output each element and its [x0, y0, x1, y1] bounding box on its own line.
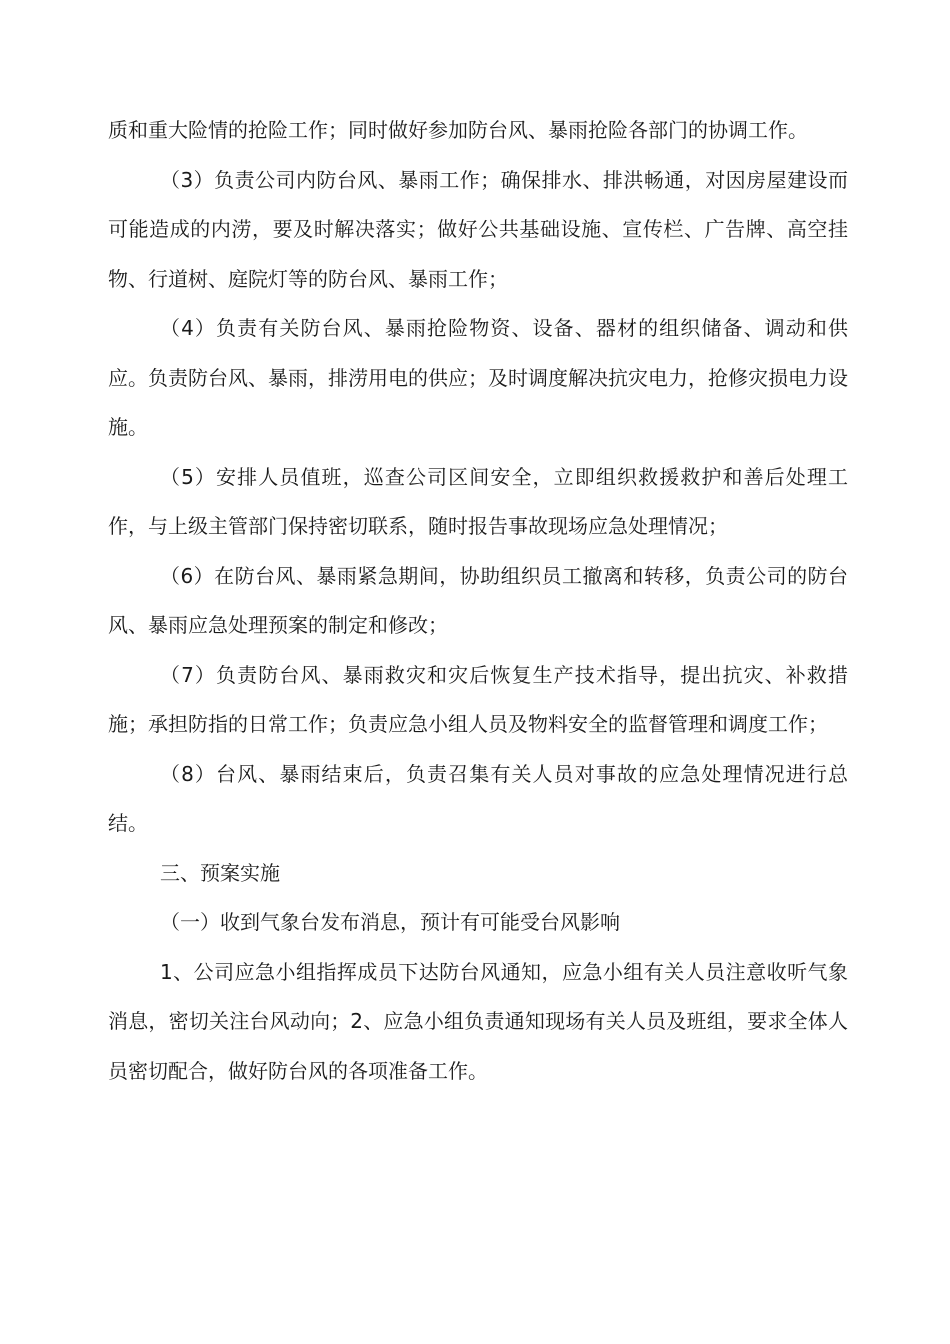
section-heading-3: 三、预案实施 — [160, 860, 280, 885]
paragraph-step-1-2: 1、公司应急小组指挥成员下达防台风通知，应急小组有关人员注意收听气象消息，密切关注台风动向；2、应急小组负责通知现场有关人员及班组，要求全体人员密切配合，做好防台风的各项准备工作。 — [108, 959, 848, 1083]
paragraph-item-3: （3）负责公司内防台风、暴雨工作；确保排水、排洪畅通，对因房屋建设而可能造成的内涝，要及时解决落实；做好公共基础设施、宣传栏、广告牌、高空挂物、行道树、庭院灯等的防台风、暴雨工作； — [108, 167, 848, 291]
document-body — [108, 106, 848, 1096]
paragraph-item-4: （4）负责有关防台风、暴雨抢险物资、设备、器材的组织储备、调动和供应。负责防台风、暴雨，排涝用电的供应；及时调度解决抗灾电力，抢修灾损电力设施。 — [108, 316, 848, 439]
paragraph-item-5: （5）安排人员值班，巡查公司区间安全，立即组织救援救护和善后处理工作，与上级主管部门保持密切联系，随时报告事故现场应急处理情况； — [108, 464, 848, 538]
paragraph-item-7: （7）负责防台风、暴雨救灾和灾后恢复生产技术指导，提出抗灾、补救措施；承担防指的日常工作；负责应急小组人员及物料安全的监督管理和调度工作； — [108, 662, 848, 736]
paragraph-item-8: （8）台风、暴雨结束后，负责召集有关人员对事故的应急处理情况进行总结。 — [108, 761, 848, 835]
paragraph-continued: 质和重大险情的抢险工作；同时做好参加防台风、暴雨抢险各部门的协调工作。 — [108, 118, 808, 142]
subsection-heading-1: （一）收到气象台发布消息，预计有可能受台风影响 — [160, 910, 620, 934]
paragraph-item-6: （6）在防台风、暴雨紧急期间，协助组织员工撤离和转移，负责公司的防台风、暴雨应急处理预案的制定和修改； — [108, 563, 848, 637]
